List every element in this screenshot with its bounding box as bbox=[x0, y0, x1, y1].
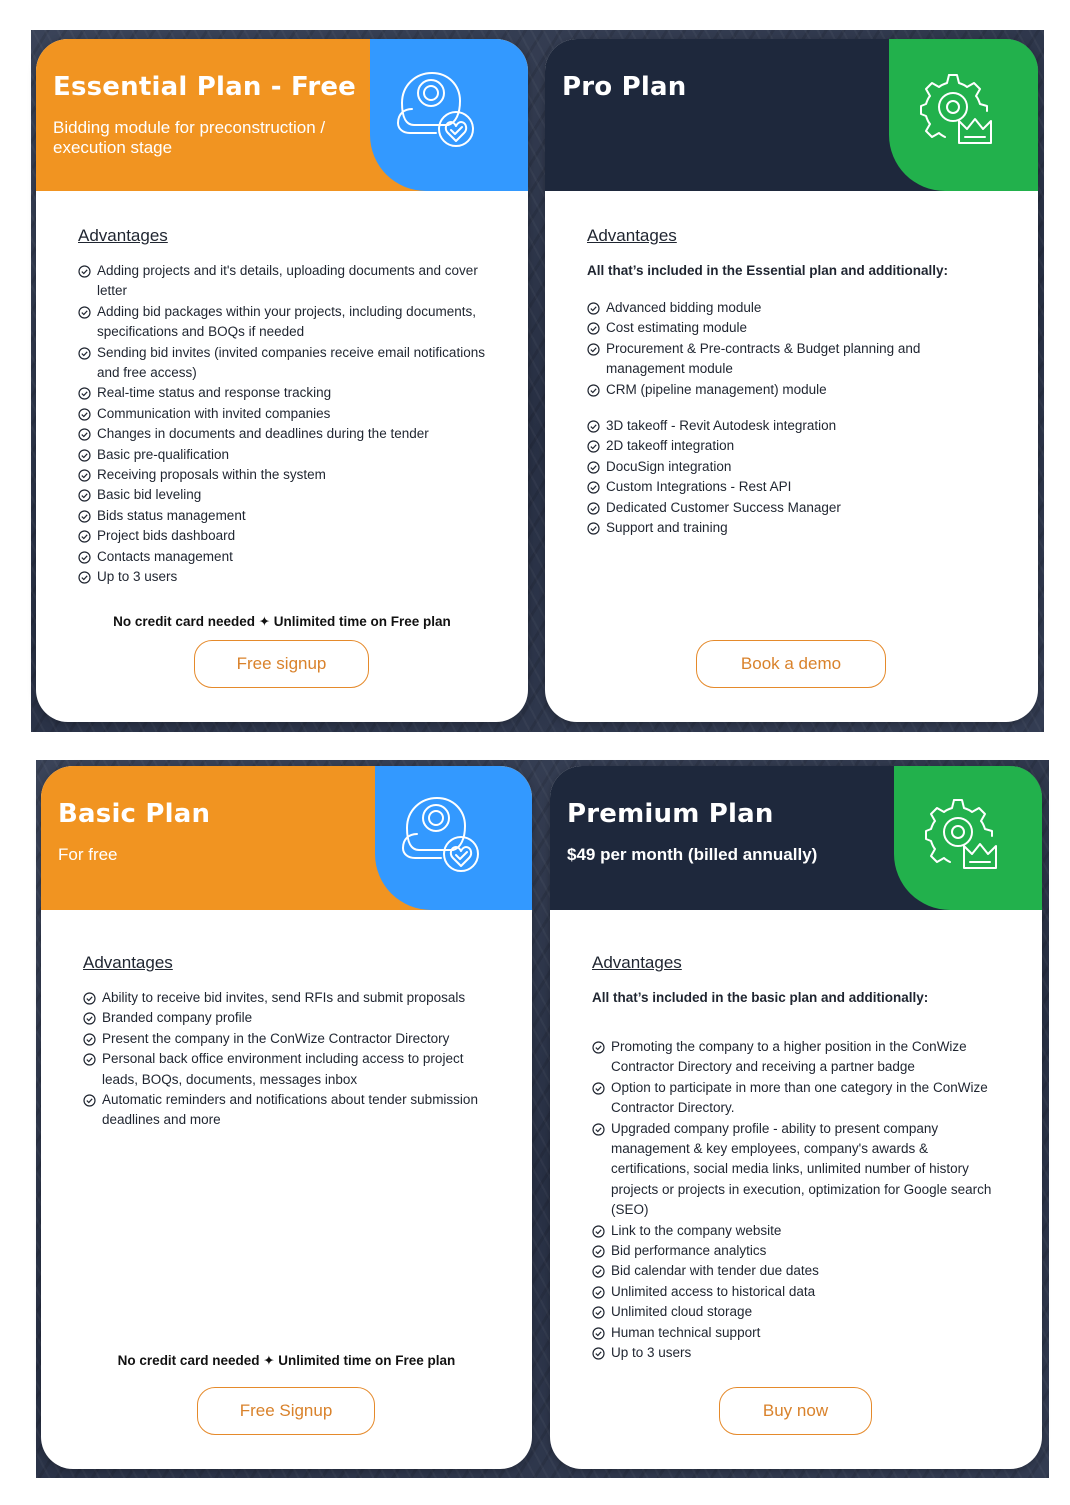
check-circle-icon bbox=[587, 384, 600, 397]
feature-item bbox=[587, 457, 947, 477]
free-plan-note: No credit card needed ✦ Unlimited time on Free plan bbox=[117, 1353, 456, 1368]
feature-item bbox=[587, 436, 947, 456]
check-circle-icon bbox=[78, 551, 91, 564]
feature-text: Advanced bidding module bbox=[606, 300, 762, 315]
check-circle-icon bbox=[78, 530, 91, 543]
feature-item bbox=[83, 1029, 491, 1049]
feature-text: Link to the company website bbox=[611, 1222, 782, 1238]
feature-text: 2D takeoff integration bbox=[606, 438, 735, 454]
feature-text: Personal back office environment including access to project leads, BOQs, documents, messages inbox bbox=[102, 1051, 464, 1087]
feature-item bbox=[78, 404, 498, 424]
check-circle-icon bbox=[592, 1286, 605, 1299]
feature-text: Procurement & Pre-contracts & Budget planning and management module bbox=[606, 340, 921, 377]
feature-item bbox=[592, 1343, 1004, 1363]
feature-text: Contacts management bbox=[97, 548, 233, 564]
plan-title: Basic Plan bbox=[58, 799, 211, 829]
feature-item bbox=[592, 1323, 1004, 1343]
feature-text: Automatic reminders and notifications about tender submission deadlines and more bbox=[102, 1092, 478, 1128]
gear-crown-icon bbox=[924, 796, 1004, 872]
feature-text: Dedicated Customer Success Manager bbox=[606, 499, 841, 515]
feature-item bbox=[78, 465, 498, 485]
check-circle-icon bbox=[78, 469, 91, 482]
feature-text: Human technical support bbox=[611, 1324, 761, 1340]
check-circle-icon bbox=[587, 502, 600, 515]
check-circle-icon bbox=[83, 1053, 96, 1066]
feature-item bbox=[78, 383, 498, 403]
buy-now-button[interactable]: Buy now bbox=[719, 1387, 872, 1435]
icon-tile bbox=[375, 766, 532, 910]
check-circle-icon bbox=[592, 1123, 605, 1136]
free-signup-button[interactable]: Free Signup bbox=[197, 1387, 375, 1435]
plan-intro: All that’s included in the basic plan and additionally: bbox=[592, 990, 929, 1005]
icon-tile bbox=[370, 39, 528, 191]
feature-item bbox=[592, 1221, 1004, 1241]
check-circle-icon bbox=[587, 522, 600, 535]
plan-title: Pro Plan bbox=[562, 72, 687, 102]
feature-text: Real-time status and response tracking bbox=[97, 385, 332, 401]
essential-plan-card bbox=[36, 39, 528, 722]
feature-list bbox=[83, 988, 491, 1131]
feature-item bbox=[587, 477, 947, 497]
check-circle-icon bbox=[78, 571, 91, 584]
check-circle-icon bbox=[83, 1033, 96, 1046]
feature-item bbox=[78, 302, 498, 343]
feature-item bbox=[587, 380, 947, 400]
feature-list bbox=[587, 298, 947, 538]
check-circle-icon bbox=[587, 440, 600, 453]
icon-tile bbox=[889, 39, 1038, 191]
check-circle-icon bbox=[592, 1041, 605, 1054]
check-circle-icon bbox=[592, 1306, 605, 1319]
check-circle-icon bbox=[592, 1245, 605, 1258]
feature-text: Adding bid packages within your projects, including documents, specifications and BOQs if needed bbox=[97, 303, 476, 340]
feature-item bbox=[592, 1302, 1004, 1322]
feature-item bbox=[587, 318, 947, 338]
feature-item bbox=[83, 1090, 491, 1131]
check-circle-icon bbox=[78, 489, 91, 502]
plan-subtitle-line-2: execution stage bbox=[53, 138, 173, 157]
feature-text: Promoting the company to a higher position in the ConWize Contractor Directory and receiving a partner badge bbox=[611, 1039, 967, 1075]
feature-item bbox=[592, 1261, 1004, 1281]
icon-tile bbox=[894, 766, 1042, 910]
feature-text: Custom Integrations - Rest API bbox=[606, 479, 792, 495]
advantages-heading: Advantages bbox=[592, 953, 682, 972]
feature-text: Upgraded company profile - ability to present company management & key employees, company's awards & certifications, social media links, unlimited number of history projects or projects in execution, optimization for Google search (SEO) bbox=[611, 1120, 992, 1218]
check-circle-icon bbox=[592, 1082, 605, 1095]
feature-item bbox=[78, 567, 498, 587]
feature-item bbox=[592, 1119, 1004, 1221]
check-circle-icon bbox=[592, 1327, 605, 1340]
feature-item bbox=[592, 1037, 1004, 1078]
advantages-heading: Advantages bbox=[83, 953, 173, 972]
plan-price: $49 per month (billed annually) bbox=[567, 845, 818, 864]
feature-list bbox=[78, 261, 498, 588]
feature-item bbox=[587, 416, 947, 436]
gear-crown-icon bbox=[919, 71, 999, 147]
advantages-heading: Advantages bbox=[78, 226, 168, 245]
feature-text: Cost estimating module bbox=[606, 320, 748, 336]
feature-item bbox=[78, 506, 498, 526]
check-circle-icon bbox=[78, 449, 91, 462]
premium-plan-card bbox=[550, 766, 1042, 1469]
check-circle-icon bbox=[587, 322, 600, 335]
check-circle-icon bbox=[592, 1347, 605, 1360]
user-heart-icon bbox=[396, 69, 480, 147]
feature-text: CRM (pipeline management) module bbox=[606, 381, 827, 397]
check-circle-icon bbox=[78, 510, 91, 523]
feature-item bbox=[83, 988, 491, 1008]
check-circle-icon bbox=[78, 306, 91, 319]
feature-text: Basic bid leveling bbox=[97, 487, 202, 503]
feature-item bbox=[78, 445, 498, 465]
feature-text: Bid calendar with tender due dates bbox=[611, 1263, 819, 1279]
check-circle-icon bbox=[592, 1225, 605, 1238]
feature-text: Branded company profile bbox=[102, 1010, 253, 1026]
check-circle-icon bbox=[78, 428, 91, 441]
plan-subtitle-line-1: Bidding module for preconstruction / bbox=[53, 118, 326, 137]
free-plan-note: No credit card needed ✦ Unlimited time on Free plan bbox=[113, 614, 451, 629]
free-signup-button[interactable]: Free signup bbox=[194, 640, 369, 688]
feature-item bbox=[78, 343, 498, 384]
feature-text: Support and training bbox=[606, 520, 728, 536]
feature-text: Changes in documents and deadlines during the tender bbox=[97, 426, 429, 442]
feature-item bbox=[83, 1008, 491, 1028]
feature-list bbox=[592, 1037, 1004, 1364]
check-circle-icon bbox=[78, 408, 91, 421]
feature-item bbox=[587, 298, 947, 318]
plan-subtitle bbox=[53, 118, 325, 158]
advantages-heading: Advantages bbox=[587, 226, 677, 245]
plan-title: Essential Plan - Free bbox=[53, 72, 357, 102]
feature-text: Option to participate in more than one category in the ConWize Contractor Directory. bbox=[611, 1079, 988, 1116]
essential-plan-header bbox=[36, 39, 528, 191]
plan-subtitle: For free bbox=[58, 845, 118, 864]
feature-item bbox=[78, 261, 498, 302]
feature-text: Up to 3 users bbox=[97, 569, 178, 585]
feature-item bbox=[592, 1241, 1004, 1261]
check-circle-icon bbox=[587, 302, 600, 315]
feature-text: Present the company in the ConWize Contractor Directory bbox=[102, 1030, 450, 1046]
feature-item bbox=[78, 526, 498, 546]
feature-item bbox=[587, 498, 947, 518]
feature-text: Bid performance analytics bbox=[611, 1243, 767, 1259]
feature-text: Ability to receive bid invites, send RFIs and submit proposals bbox=[102, 990, 466, 1005]
check-circle-icon bbox=[83, 992, 96, 1005]
feature-text: Unlimited access to historical data bbox=[611, 1283, 816, 1299]
feature-text: Adding projects and it's details, uploading documents and cover letter bbox=[97, 263, 478, 299]
premium-plan-header bbox=[550, 766, 1042, 910]
feature-text: Project bids dashboard bbox=[97, 528, 236, 544]
basic-plan-card bbox=[41, 766, 532, 1469]
check-circle-icon bbox=[587, 481, 600, 494]
feature-item bbox=[587, 339, 947, 380]
feature-text: Unlimited cloud storage bbox=[611, 1304, 753, 1320]
pro-plan-card bbox=[545, 39, 1038, 722]
feature-text: Sending bid invites (invited companies receive email notifications and free access) bbox=[97, 344, 485, 381]
check-circle-icon bbox=[592, 1265, 605, 1278]
pro-plan-header bbox=[545, 39, 1038, 191]
plan-intro: All that’s included in the Essential plan and additionally: bbox=[587, 263, 949, 278]
feature-text: DocuSign integration bbox=[606, 458, 732, 474]
check-circle-icon bbox=[587, 343, 600, 356]
feature-text: Basic pre-qualification bbox=[97, 446, 230, 462]
check-circle-icon bbox=[78, 265, 91, 278]
check-circle-icon bbox=[587, 461, 600, 474]
feature-item bbox=[78, 547, 498, 567]
feature-text: Receiving proposals within the system bbox=[97, 467, 326, 483]
book-demo-button[interactable]: Book a demo bbox=[696, 640, 886, 688]
feature-text: Up to 3 users bbox=[611, 1345, 692, 1361]
basic-plan-header bbox=[41, 766, 532, 910]
check-circle-icon bbox=[78, 387, 91, 400]
plan-title: Premium Plan bbox=[567, 799, 774, 829]
feature-item bbox=[587, 518, 947, 538]
check-circle-icon bbox=[587, 420, 600, 433]
feature-item bbox=[592, 1282, 1004, 1302]
check-circle-icon bbox=[83, 1094, 96, 1107]
feature-item bbox=[83, 1049, 491, 1090]
user-heart-icon bbox=[401, 794, 485, 872]
feature-text: Communication with invited companies bbox=[97, 405, 331, 421]
check-circle-icon bbox=[78, 347, 91, 360]
feature-item bbox=[78, 485, 498, 505]
feature-item bbox=[592, 1078, 1004, 1119]
check-circle-icon bbox=[83, 1012, 96, 1025]
feature-text: Bids status management bbox=[97, 507, 246, 523]
feature-text: 3D takeoff - Revit Autodesk integration bbox=[606, 418, 837, 434]
feature-item bbox=[78, 424, 498, 444]
